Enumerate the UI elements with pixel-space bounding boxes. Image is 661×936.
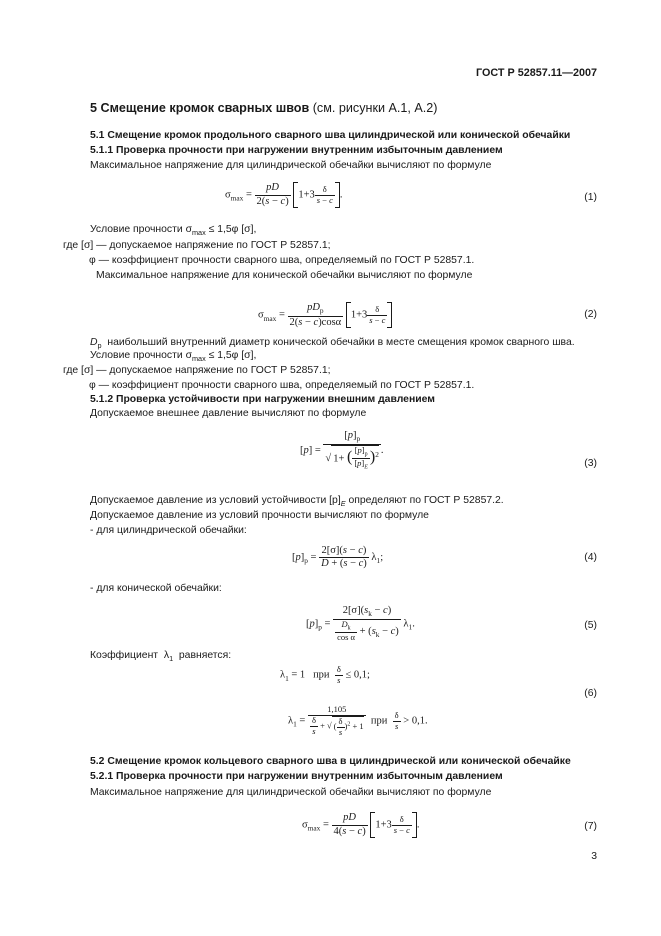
section-5-1-title: 5.1 Смещение кромок продольного сварного шва цилиндрической или конической обечайки xyxy=(90,130,571,141)
stability-pressure-label: Допускаемое давление из условий устойчивости [p] xyxy=(90,495,341,506)
stability-pressure-text: Допускаемое давление из условий устойчивости $[p]_E$ определяют по ГОСТ Р 52857.2. xyxy=(90,495,504,509)
external-pressure-intro: Допускаемое внешнее давление вычисляют по формуле xyxy=(90,408,367,419)
conical-shell-label: - для конической обечайки: xyxy=(90,583,222,594)
strength-pressure-intro: Допускаемое давление из условий прочности вычисляют по формуле xyxy=(90,510,429,521)
phi-definition-1: φ — коэффициент прочности сварного шва, определяемый по ГОСТ Р 52857.1. xyxy=(89,255,475,266)
formula-number-3: (3) xyxy=(584,458,597,469)
formula-number-2: (2) xyxy=(584,309,597,320)
formula-number-5: (5) xyxy=(584,620,597,631)
formula-2: $\sigma_{max}$ = $pD_p$ 2(s − c)cosα 1+3 $\frac{\delta}{s - c}$ xyxy=(258,302,392,329)
section-5-1-1-title: 5.1.1 Проверка прочности при нагружении внутренним избыточным давлением xyxy=(90,145,503,156)
formula-number-1: (1) xyxy=(584,192,597,203)
formula-4: $[p]_p$ = $\frac{2[\sigma](s - c)}{D + (s - c)}$ $\lambda_1$; xyxy=(292,545,384,570)
lambda-intro: Коэффициент $\lambda_1$ равняется: xyxy=(90,650,232,664)
conic-stress-intro: Максимальное напряжение для конической обечайки вычисляют по формуле xyxy=(96,270,473,281)
lambda-label: Коэффициент xyxy=(90,650,159,661)
page-number: 3 xyxy=(591,851,597,862)
section-5-2-1-title: 5.2.1 Проверка прочности при нагружении внутренним избыточным давлением xyxy=(90,771,503,782)
formula-number-7: (7) xyxy=(584,821,597,832)
formula-1: $\sigma_{max}$ = $\frac{pD}{2(s - c)}$ 1+3 $\frac{\delta}{s - c}$ . xyxy=(225,182,343,207)
condition-label: Условие прочности σ xyxy=(90,350,192,361)
phi-definition-2: φ — коэффициент прочности сварного шва, определяемый по ГОСТ Р 52857.1. xyxy=(89,380,475,391)
cylindrical-shell-label: - для цилиндрической обечайки: xyxy=(90,525,247,536)
formula-5: $[p]_p$ = $2[\sigma](s_k - c)$ $\frac{D_k}{\text{cos α}}$ + $(s_k - c)$ $\lambda_1$. xyxy=(306,605,415,643)
strength-condition-2: Условие прочности $\sigma_{max} \le 1,5\varphi$ [σ], xyxy=(90,350,257,364)
where-allowable-stress-1: где [σ] — допускаемое напряжение по ГОСТ Р 52857.1; xyxy=(63,240,331,251)
stability-pressure-tail: определяют по ГОСТ Р 52857.2. xyxy=(345,495,504,506)
lambda-tail: равняется: xyxy=(178,650,232,661)
formula-6b: $\lambda_1$ = 1,105 $\frac{\delta}{s}$ + √ ( $\frac{\delta}{s}$ )$^2$ + 1 при $\frac{\delta}{s}$ > 0,1. xyxy=(288,704,428,737)
condition-label: Условие прочности σ xyxy=(90,224,192,235)
formula-number-4: (4) xyxy=(584,552,597,563)
section-5-figure-ref: (см. рисунки А.1, А.2) xyxy=(312,101,438,115)
dp-definition-text: наибольший внутренний диаметр конической обечайки в месте смещения кромок сварного шва. xyxy=(107,337,575,348)
section-5-2-title: 5.2 Смещение кромок кольцевого сварного шва в цилиндрической или конической обечайке xyxy=(90,756,571,767)
section-5-title xyxy=(90,101,438,115)
where-allowable-stress-2: где [σ] — допускаемое напряжение по ГОСТ Р 52857.1; xyxy=(63,365,331,376)
section-5-1-2-title: 5.1.2 Проверка устойчивости при нагружении внешним давлением xyxy=(90,394,435,405)
when-label: при xyxy=(313,669,330,681)
section-5-heading: 5 Смещение кромок сварных швов xyxy=(90,101,310,115)
formula-7: $\sigma_{max}$ = $\frac{pD}{4(s - c)}$ 1+3 $\frac{\delta}{s - c}$ . xyxy=(302,812,420,837)
condition-tail: ≤ 1,5φ [σ], xyxy=(205,350,257,361)
formula-number-6: (6) xyxy=(584,688,597,699)
formula-6a: $\lambda_1 = 1$ при $\frac{\delta}{s}$ ≤ 0,1; xyxy=(280,664,370,685)
condition-tail: ≤ 1,5φ [σ], xyxy=(205,224,257,235)
dp-definition: $D_p$ наибольший внутренний диаметр конической обечайки в месте смещения кромок сварного шва. xyxy=(90,337,575,351)
when-label: при xyxy=(370,715,388,727)
cyl-stress-intro: Максимальное напряжение для цилиндрической обечайки вычисляют по формуле xyxy=(90,160,492,171)
ring-weld-stress-intro: Максимальное напряжение для цилиндрической обечайки вычисляют по формуле xyxy=(90,787,492,798)
header-standard: ГОСТ Р 52857.11—2007 xyxy=(476,67,597,79)
strength-condition-1: Условие прочности $\sigma_{max} \le 1,5\varphi$ [σ], xyxy=(90,224,257,238)
formula-3: [p] = $[p]_p$ √ 1+ ( $\frac{[p]_p}{[p]_E}$ )$^2$ . xyxy=(300,430,384,471)
